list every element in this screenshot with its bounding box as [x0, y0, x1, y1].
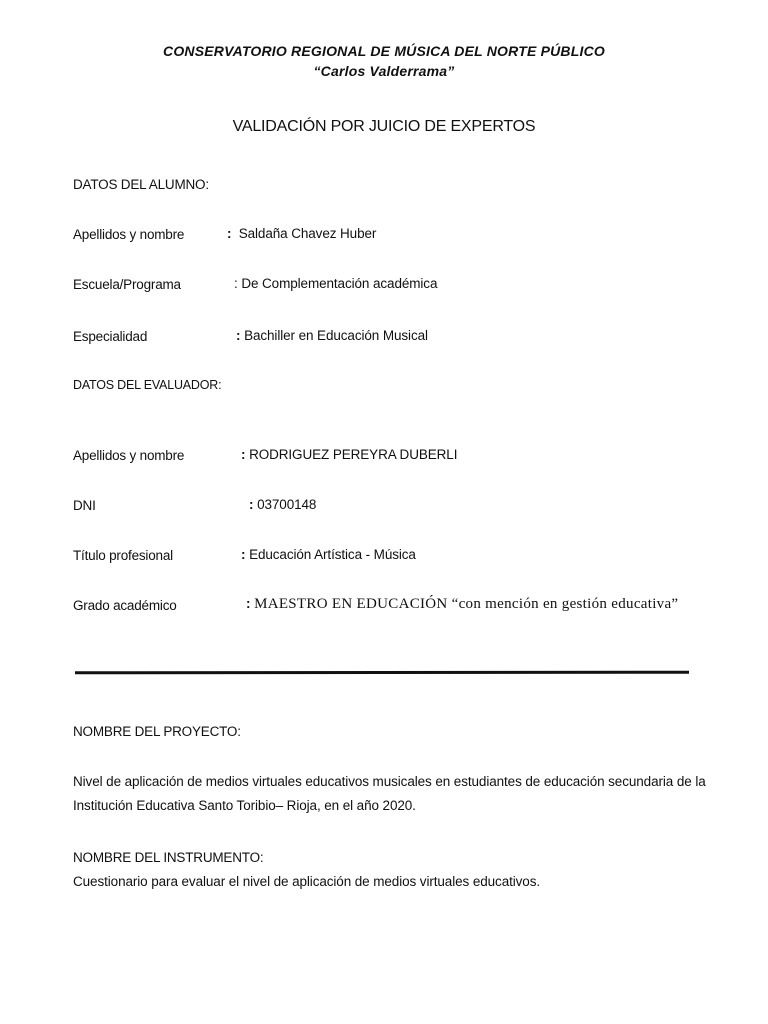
- evaluator-dni-row: [249, 497, 316, 512]
- evaluator-name-value: RODRIGUEZ PEREYRA DUBERLI: [249, 447, 458, 462]
- document-title: VALIDACIÓN POR JUICIO DE EXPERTOS: [232, 118, 536, 135]
- separator-line: [75, 671, 689, 675]
- evaluator-degree-row: [246, 596, 678, 613]
- separator-colon: :: [249, 497, 254, 512]
- evaluator-title-value: Educación Artística - Música: [249, 547, 416, 562]
- evaluator-name-label: Apellidos y nombre: [73, 448, 185, 463]
- student-name-row: [227, 226, 376, 241]
- student-name-value: Saldaña Chavez Huber: [238, 226, 377, 241]
- project-text-line-1: Nivel de aplicación de medios virtuales educativos musicales en estudiantes de educación secundaria de la: [73, 774, 706, 789]
- instrument-label: NOMBRE DEL INSTRUMENTO:: [73, 850, 264, 865]
- student-program-row: [234, 276, 437, 291]
- student-program-label: Escuela/Programa: [73, 277, 181, 292]
- separator-colon: :: [234, 276, 238, 291]
- project-text-line-2: Institución Educativa Santo Toribio– Rioja, en el año 2020.: [73, 798, 416, 813]
- separator-colon: :: [241, 447, 246, 462]
- evaluator-title-label: Título profesional: [73, 548, 173, 563]
- student-specialty-row: [236, 328, 428, 343]
- evaluator-title-row: [241, 547, 416, 562]
- separator-colon: :: [227, 226, 232, 241]
- institution-subtitle: “Carlos Valderrama”: [313, 63, 455, 79]
- evaluator-degree-label: Grado académico: [73, 598, 177, 613]
- student-specialty-value: Bachiller en Educación Musical: [244, 328, 428, 343]
- instrument-text: Cuestionario para evaluar el nivel de aplicación de medios virtuales educativos.: [73, 874, 541, 889]
- student-name-label: Apellidos y nombre: [73, 227, 185, 242]
- evaluator-degree-value: MAESTRO EN EDUCACIÓN “con mención en gestión educativa”: [254, 596, 679, 612]
- student-specialty-label: Especialidad: [73, 329, 148, 344]
- student-program-value: De Complementación académica: [241, 276, 438, 291]
- separator-colon: :: [241, 547, 246, 562]
- evaluator-section-label: DATOS DEL EVALUADOR:: [73, 378, 222, 392]
- evaluator-dni-value: 03700148: [257, 497, 317, 512]
- evaluator-name-row: [241, 447, 457, 462]
- separator-colon: :: [246, 596, 251, 611]
- institution-name: CONSERVATORIO REGIONAL DE MÚSICA DEL NORTE PÚBLICO: [163, 43, 605, 59]
- evaluator-dni-label: DNI: [73, 498, 96, 513]
- student-section-label: DATOS DEL ALUMNO:: [73, 177, 209, 192]
- project-label: NOMBRE DEL PROYECTO:: [73, 724, 241, 739]
- separator-colon: :: [236, 328, 241, 343]
